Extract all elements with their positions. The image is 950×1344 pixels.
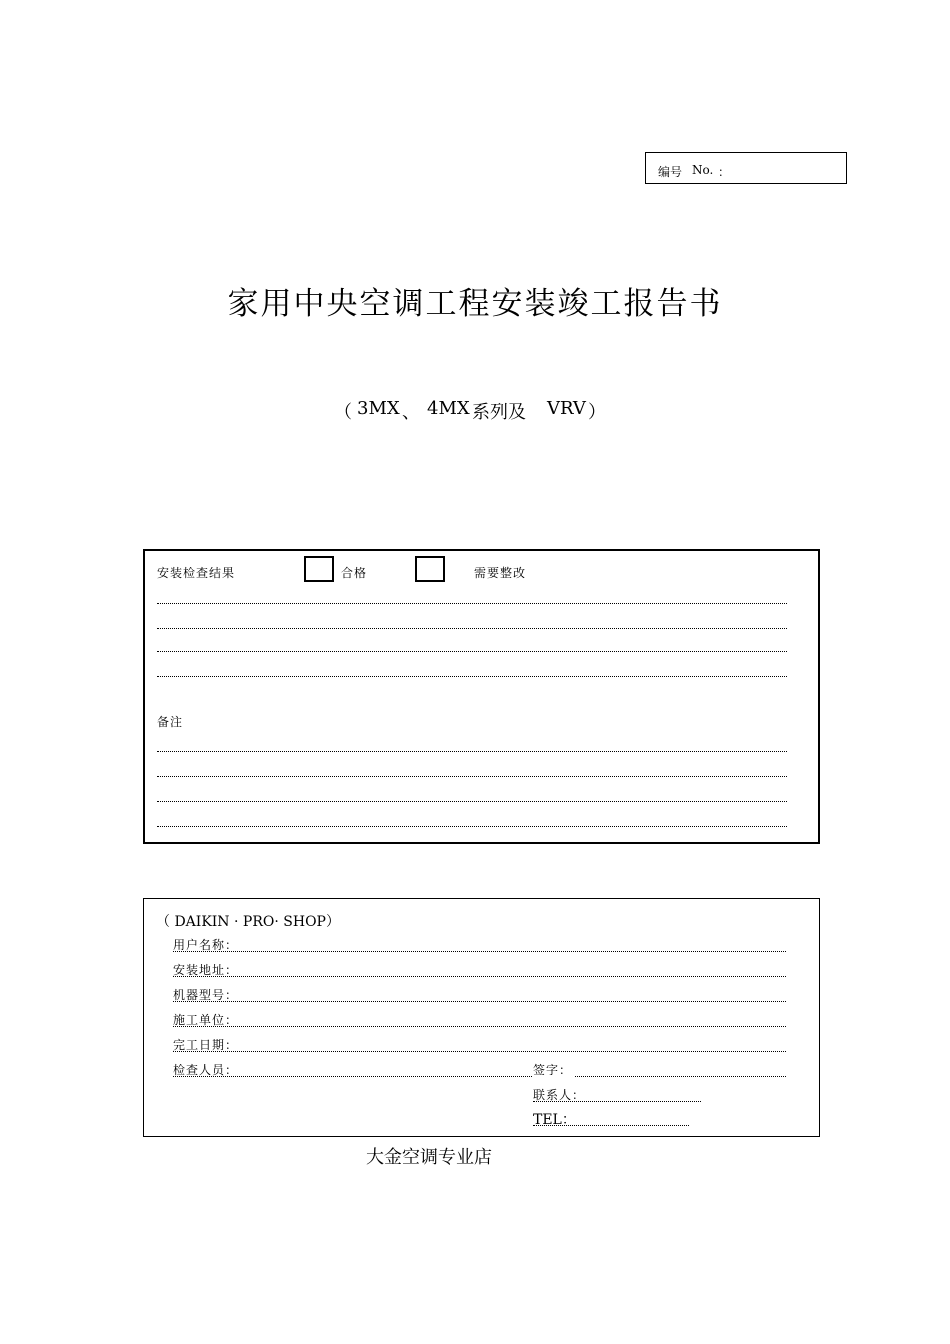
remarks-line-4[interactable] bbox=[157, 826, 787, 827]
document-number-label: 编号 bbox=[658, 165, 683, 179]
field-user-name-line[interactable] bbox=[173, 951, 786, 952]
field-contractor-line[interactable] bbox=[173, 1026, 786, 1027]
remarks-line-2[interactable] bbox=[157, 776, 787, 777]
field-inspector-line[interactable] bbox=[173, 1076, 786, 1077]
option-needs-fix-label: 需要整改 bbox=[474, 566, 527, 580]
field-address-label: 安装地址： bbox=[173, 963, 239, 977]
shop-header-open: （ bbox=[156, 914, 170, 930]
result-line-4[interactable] bbox=[157, 676, 787, 677]
subtitle-close-paren: ） bbox=[588, 402, 606, 423]
field-completion-date-label: 完工日期： bbox=[173, 1038, 239, 1052]
contact-label: 联系人： bbox=[533, 1088, 586, 1102]
shop-info-panel bbox=[143, 898, 820, 1137]
shop-header-close: ） bbox=[325, 914, 340, 930]
document-number-colon: ： bbox=[718, 165, 731, 179]
subtitle-model-4mx: 4MX bbox=[427, 398, 470, 419]
result-line-1[interactable] bbox=[157, 603, 787, 604]
result-line-3[interactable] bbox=[157, 651, 787, 652]
shop-word: SHOP bbox=[283, 914, 326, 930]
inspection-result-label: 安装检查结果 bbox=[157, 566, 236, 580]
remarks-line-3[interactable] bbox=[157, 801, 787, 802]
shop-header: （ DAIKIN · PRO· SHOP） bbox=[156, 914, 340, 930]
subtitle-model-3mx: 3MX bbox=[357, 398, 400, 419]
remarks-line-1[interactable] bbox=[157, 751, 787, 752]
document-number-prefix: No. bbox=[692, 163, 714, 177]
contact-line[interactable] bbox=[533, 1101, 701, 1102]
field-model-label: 机器型号： bbox=[173, 988, 239, 1002]
field-user-name-label: 用户名称： bbox=[173, 938, 239, 952]
result-line-2[interactable] bbox=[157, 628, 787, 629]
field-address-line[interactable] bbox=[173, 976, 786, 977]
report-title: 家用中央空调工程安装竣工报告书 bbox=[227, 286, 723, 322]
shop-brand: DAIKIN bbox=[174, 914, 230, 930]
field-inspector-label: 检查人员： bbox=[173, 1063, 239, 1077]
field-contractor-label: 施工单位： bbox=[173, 1013, 239, 1027]
subtitle-model-vrv: VRV bbox=[547, 398, 586, 419]
tel-label: TEL： bbox=[533, 1112, 576, 1128]
subtitle-separator: 、 bbox=[402, 402, 420, 423]
shop-pro: PRO bbox=[242, 914, 275, 930]
document-number-box bbox=[645, 152, 847, 184]
remarks-label: 备注 bbox=[157, 715, 184, 729]
checkbox-needs-fix[interactable] bbox=[415, 556, 445, 582]
subtitle-open-paren: （ bbox=[334, 402, 352, 423]
field-completion-date-line[interactable] bbox=[173, 1051, 786, 1052]
tel-line[interactable] bbox=[533, 1125, 689, 1126]
option-pass-label: 合格 bbox=[341, 566, 368, 580]
shop-mid-dot: · bbox=[234, 914, 239, 930]
sign-label: 签字： bbox=[533, 1063, 573, 1077]
checkbox-pass[interactable] bbox=[304, 556, 334, 582]
field-model-line[interactable] bbox=[173, 1001, 786, 1002]
footer-shop-name: 大金空调专业店 bbox=[366, 1147, 492, 1168]
subtitle-series-text: 系列及 bbox=[472, 402, 526, 423]
inspection-result-panel bbox=[143, 549, 820, 844]
